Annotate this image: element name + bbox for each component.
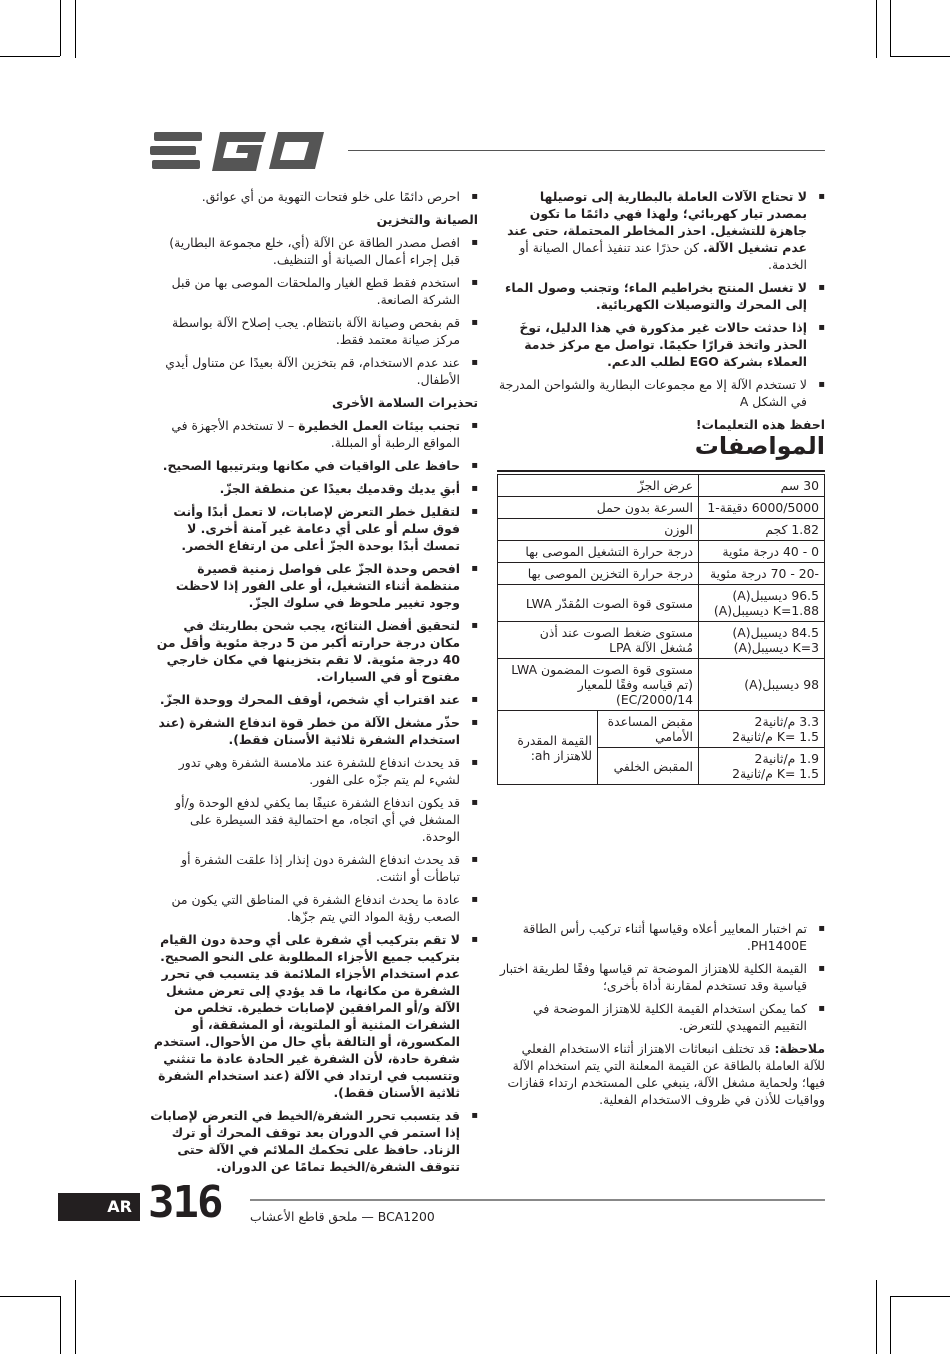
list-item: ▪ قم بفحص وصيانة الآلة بانتظام. يجب إصلاح الآلة بواسطة مركز صيانة معتمد فقط. — [150, 314, 478, 348]
table-row: 1.9 م/ثانية2 K= 1.5 م/ثانية2 المقبض الخلفي — [498, 748, 825, 785]
list-item: ▪ كما يمكن استخدام القيمة الكلية للاهتزاز الموضحة في التقييم التمهيدي للتعرض. — [497, 1000, 825, 1034]
crop-mark — [75, 1280, 76, 1354]
list-item: ▪ استخدم فقط قطع الغيار والملحقات الموصى بها من قبل الشركة الصانعة. — [150, 274, 478, 308]
crop-mark — [60, 0, 61, 56]
save-instructions: احفظ هذه التعليمات! — [695, 417, 825, 432]
warnings-heading: تحذيرات السلامة الأخرى — [332, 395, 478, 410]
list-item: ▪ افحص وحدة الجزّ على فواصل زمنية قصيرة منتظمة أثناء التشغيل، أو على الفور إذا لاحظت وجود تغيير ملحوظ في سلوك الجزّ. — [150, 560, 478, 611]
crop-mark — [890, 0, 891, 56]
ego-logo — [150, 130, 330, 172]
list-item: ▪ حافظ على الواقيات في مكانها وبترتيبها الصحيح. — [150, 457, 478, 474]
list-item: ▪ تم اختبار المعايير أعلاه وقياسها أثناء تركيب رأس الطاقة PH1400E. — [497, 920, 825, 954]
table-row: 30 سم عرض الجزّ — [498, 475, 825, 497]
crop-mark — [890, 56, 950, 57]
list-item: ▪ حذّر مشغل الآلة من خطر قوة اندفاع الشفرة (عند استخدام الشفرة ثلاثية الأسنان فقط). — [150, 714, 478, 748]
left-column — [150, 188, 478, 1181]
table-row: 84.5 ديسيبل(A) K=3 ديسيبل(A) مستوى ضغط الصوت عند أذن مُشغل الآلة LPA — [498, 622, 825, 659]
right-column — [497, 188, 825, 439]
list-item: ▪ عند اقتراب أي شخص، أوقف المحرك ووحدة الجزّ. — [150, 691, 478, 708]
specs-table — [497, 474, 825, 785]
list-item: ▪ القيمة الكلية للاهتزاز الموضحة تم قياسها وفقًا لطريقة اختبار قياسية وقد تستخدم لمقارنة أداة بأخرى؛ — [497, 960, 825, 994]
header-rule — [348, 150, 825, 151]
list-item: ▪ احرص دائمًا على خلو فتحات التهوية من أي عوائق. — [150, 188, 478, 205]
list-item: ▪ لا تغسل المنتج بخراطيم الماء؛ وتجنب وصول الماء إلى المحرك والتوصيلات الكهربائية. — [497, 279, 825, 313]
crop-mark — [890, 1296, 950, 1297]
specs-rule — [497, 470, 825, 472]
list-item: ▪ قد يحدث اندفاع للشفرة عند ملامسة الشفرة وهي تدور لشيء لم يتم جزّه على الفور. — [150, 754, 478, 788]
crop-mark — [890, 1296, 891, 1354]
list-item: ▪ لا تستخدم الآلة إلا مع مجموعات البطارية والشواحن المدرجة في الشكل A — [497, 376, 825, 410]
footer-rule — [250, 1199, 825, 1201]
crop-mark — [0, 56, 60, 57]
list-item: ▪ لا تحتاج الآلات العاملة بالبطارية إلى توصيلها بمصدر تيار كهربائي؛ ولهذا فهي دائمًا ما تكون جاهزة للتشغيل. احذر المخاطر المحتملة، حتى عند عدم تشغيل الآلة. كن حذرًا عند تنفيذ أعمال الصيانة أو الخدمة. — [497, 188, 825, 273]
list-item: ▪ قد يكون اندفاع الشفرة عنيفًا بما يكفي لدفع الوحدة و/أو المشغل في أي اتجاه، مع احتمالية فقد السيطرة على الوحدة. — [150, 794, 478, 845]
list-item: ▪ افصل مصدر الطاقة عن الآلة (أي، خلع مجموعة البطارية) قبل إجراء أعمال الصيانة أو التنظيف. — [150, 234, 478, 268]
table-row: 0 - 40 درجة مئوية درجة حرارة التشغيل الموصى بها — [498, 541, 825, 563]
table-row: 1.82 كجم الوزن — [498, 519, 825, 541]
footer-model: BCA1200 — ملحق قاطع الأعشاب — [250, 1209, 435, 1224]
crop-mark — [876, 1280, 877, 1354]
table-row: 98 ديسيبل(A) مستوى قوة الصوت المضمون LWA (تم قياسه وفقًا للمعيار 2000/14/EC) — [498, 659, 825, 711]
list-item: ▪ أبقِ يديك وقدميك بعيدًا عن منطقة الجزّ. — [150, 480, 478, 497]
list-item: ▪ قد يحدث اندفاع الشفرة دون إنذار إذا علقت الشفرة أو تباطأت أو انثنت. — [150, 851, 478, 885]
list-item: ▪ عادة ما يحدث اندفاع الشفرة في المناطق التي يكون من الصعب رؤية المواد التي يتم جزّها. — [150, 891, 478, 925]
crop-mark — [75, 0, 76, 58]
list-item: ▪ قد يتسبب تحرر الشفرة/الخيط في التعرض لإصابات إذا استمر في الدوران بعد توقف المحرك أو ترك الزناد. حافظ على تحكمك الملائم في الآلة حتى تتوقف الشفرة/الخيط تمامًا عن الدوران. — [150, 1107, 478, 1175]
list-item: ▪ لتحقيق أفضل النتائج، يجب شحن بطاريتك في مكان درجة حرارته أكبر من 5 درجة مئوية وأقل من 40 درجة مئوية. لا تقم بتخزينها في مكان خارجي مفتوح أو في السيارات. — [150, 617, 478, 685]
maintenance-heading: الصيانة والتخزين — [376, 212, 478, 227]
language-badge: AR — [58, 1193, 140, 1221]
table-row: 6000/5000 دقيقة-1 السرعة بدون حمل — [498, 497, 825, 519]
list-item: ▪ تجنب بيئات العمل الخطيرة – لا تستخدم الأجهزة في المواقع الرطبة أو المبللة. — [150, 417, 478, 451]
list-item: ▪ عند عدم الاستخدام، قم بتخزين الآلة بعيدًا عن متناول أيدي الأطفال. — [150, 354, 478, 388]
specs-title: المواصفات — [694, 432, 825, 460]
crop-mark — [60, 1296, 61, 1354]
list-item: ▪ إذا حدثت حالات غير مذكورة في هذا الدليل، توخَ الحذر واتخذ قرارًا حكيمًا. تواصل مع مركز خدمة العملاء بشركة EGO لطلب الدعم. — [497, 319, 825, 370]
table-row: 3.3 م/ثانية2 K= 1.5 م/ثانية2 مقبض المساعدة الأمامي القيمة المقدرة للاهتزاز ah: — [498, 711, 825, 748]
crop-mark — [0, 1296, 60, 1297]
list-item: ▪ لتقليل خطر التعرض لإصابات، لا تعمل أبدًا وأنت فوق سلم أو على أي دعامة غير آمنة أخرى. لا تمسك أبدًا بوحدة الجزّ أعلى من ارتفاع الخصر. — [150, 503, 478, 554]
table-row: 96.5 ديسيبل(A) K=1.88 ديسيبل(A) مستوى قوة الصوت المُقدّر LWA — [498, 585, 825, 622]
remark: ملاحظة: قد تختلف انبعاثات الاهتزاز أثناء الاستخدام الفعلي للآلة العاملة بالطاقة عن القيمة المعلنة التي يتم استخدام الآلة فيها؛ ولحماية مشغل الآلة، ينبغي على المستخدم ارتداء قفازات وواقيات للأذن في ظروف الاستخدام الفعلية. — [507, 1041, 825, 1107]
crop-mark — [876, 0, 877, 58]
notes — [497, 920, 825, 1108]
table-row: -20 - 70 درجة مئوية درجة حرارة التخزين الموصى بها — [498, 563, 825, 585]
list-item: ▪ لا تقم بتركيب أي شفرة على أي وحدة دون القيام بتركيب جميع الأجزاء المطلوبة على النحو الصحيح. عدم استخدام الأجزاء الملائمة قد يتسبب في تحرر الشفرة من مكانها، ما قد يؤدي إلى تعرض مشغل الآلة و/أو المرافقين لإصابات خطيرة. تخلص من الشفرات المثنية أو الملتوية، أو المشققة، أو المكسورة، أو التالفة بأي حال من الأحوال. استخدم شفرة حادة، لأن الشفرة غير الحادة عادة ما تنثني وتتسبب في ارتداد في الآلة (عند استخدام الشفرة ثلاثية الأسنان فقط). — [150, 931, 478, 1101]
page-number: 316 — [148, 1177, 222, 1228]
